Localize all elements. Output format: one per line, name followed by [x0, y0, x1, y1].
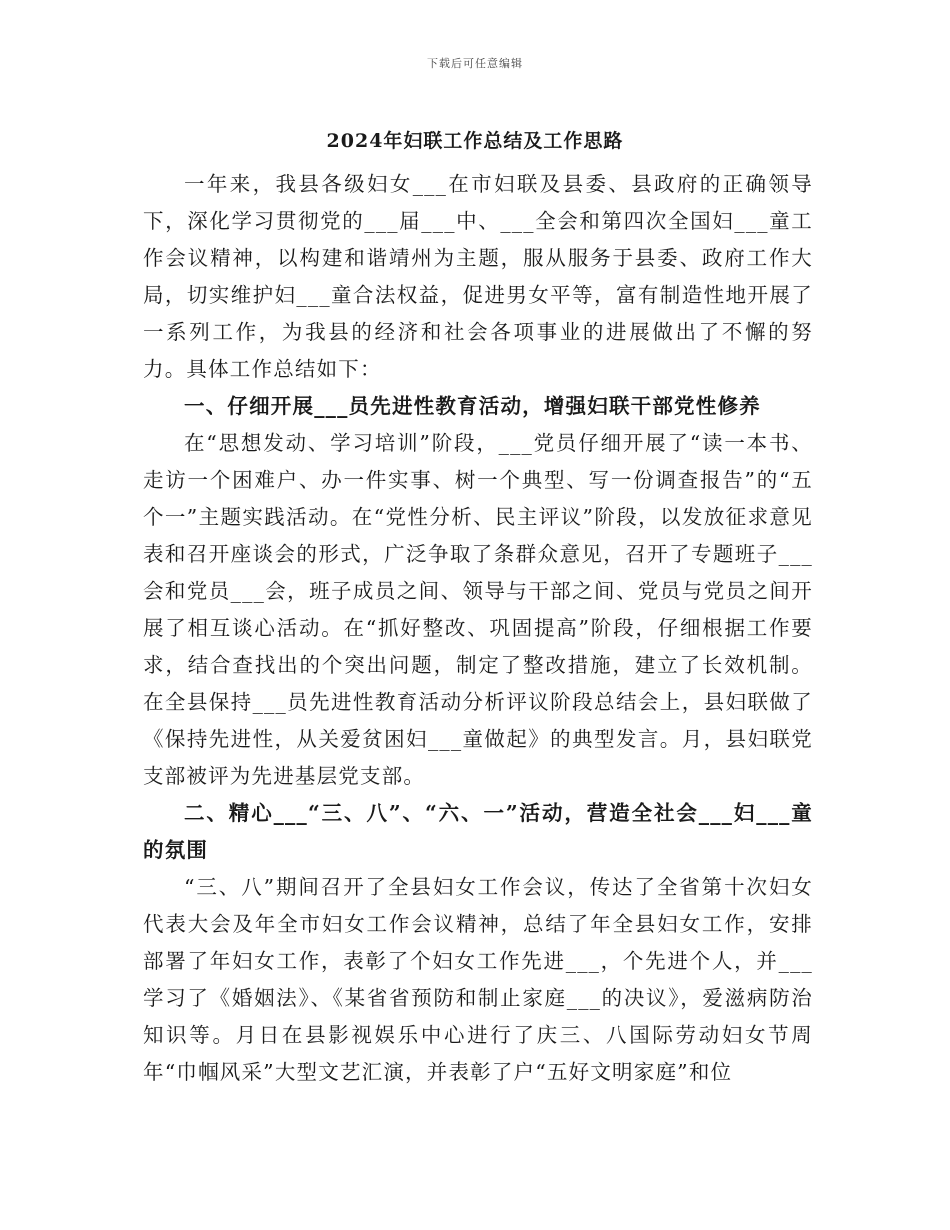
- intro-paragraph: 一年来，我县各级妇女___在市妇联及县委、县政府的正确领导下，深化学习贯彻党的___届___中、___全会和第四次全国妇___童工作会议精神，以构建和谐靖州为主题，服从服务于县委、政府工作大局，切实维护妇___童合法权益，促进男女平等，富有制造性地开展了一系列工作，为我县的经济和社会各项事业的进展做出了不懈的努力。具体工作总结如下：: [143, 172, 813, 381]
- section-2-heading: 二、精心___“三、八”、“六、一”活动，营造全社会___妇___童的氛围: [143, 801, 813, 862]
- section-1-paragraph: 在“思想发动、学习培训”阶段，___党员仔细开展了“读一本书、走访一个困难户、办一件实事、树一个典型、写一份调查报告”的“五个一”主题实践活动。在“党性分析、民主评议”阶段，以发放征求意见表和召开座谈会的形式，广泛争取了条群众意见，召开了专题班子___会和党员___会，班子成员之间、领导与干部之间、党员与党员之间开展了相互谈心活动。在“抓好整改、巩固提高”阶段，仔细根据工作要求，结合查找出的个突出问题，制定了整改措施，建立了长效机制。在全县保持___员先进性教育活动分析评议阶段总结会上，县妇联做了《保持先进性，从关爱贫困妇___童做起》的典型发言。月，县妇联党支部被评为先进基层党支部。: [143, 431, 813, 788]
- section-2-paragraph: “三、八”期间召开了全县妇女工作会议，传达了全省第十次妇女代表大会及年全市妇女工作会议精神，总结了年全县妇女工作，安排部署了年妇女工作，表彰了个妇女工作先进___，个先进个人，并___学习了《婚姻法》、《某省省预防和制止家庭___的决议》，爱滋病防治知识等。月日在县影视娱乐中心进行了庆三、八国际劳动妇女节周年“巾帼风采”大型文艺汇演，并表彰了户“五好文明家庭”和位: [143, 875, 813, 1084]
- section-1-heading: 一、仔细开展___员先进性教育活动，增强妇联干部党性修养: [184, 394, 761, 418]
- document-title: 2024年妇联工作总结及工作思路: [326, 130, 624, 152]
- header-note: 下载后可任意编辑: [427, 57, 523, 70]
- document-body: [143, 166, 813, 1091]
